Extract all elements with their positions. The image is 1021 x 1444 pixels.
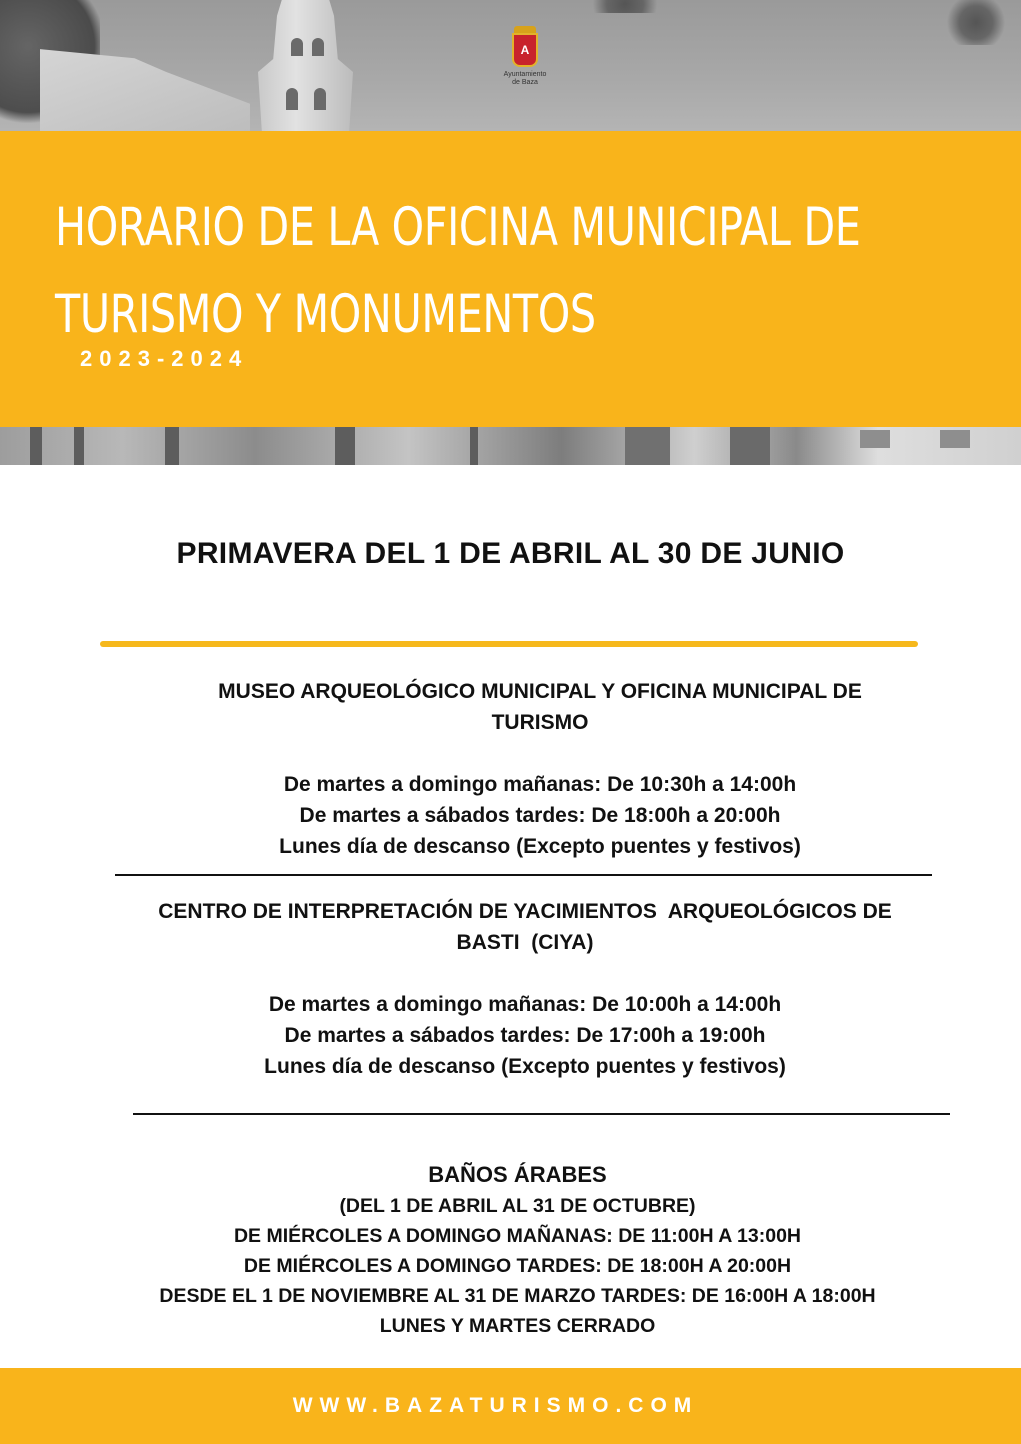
leaves-decoration (941, 0, 1011, 45)
schedule-line: DE MIÉRCOLES A DOMINGO TARDES: DE 18:00H A 20:00H (243, 1255, 792, 1277)
section-museo (160, 676, 920, 862)
section-title (160, 676, 920, 738)
schedule-line: De martes a domingo mañanas: De 10:30h a 14:00h (283, 773, 797, 796)
crown-icon (514, 26, 536, 33)
gold-divider (100, 641, 918, 647)
page-title (55, 184, 861, 358)
section-title-line2: TURISMO (491, 711, 589, 734)
section-title-line1: MUSEO ARQUEOLÓGICO MUNICIPAL Y OFICINA MUNICIPAL DE (218, 680, 862, 703)
section-title: BAÑOS ÁRABES (428, 1162, 607, 1187)
tower-window (291, 38, 303, 56)
coat-of-arms-icon: A (512, 33, 538, 67)
ayuntamiento-logo (490, 26, 560, 106)
schedule-line: De martes a sábados tardes: De 17:00h a 19:00h (284, 1024, 766, 1047)
schedule-line: Lunes día de descanso (Excepto puentes y festivos) (264, 1055, 786, 1078)
section-divider (133, 1113, 950, 1115)
schedule-line: DESDE EL 1 DE NOVIEMBRE AL 31 DE MARZO TARDES: DE 16:00H A 18:00H (159, 1285, 876, 1307)
schedule-lines (80, 989, 970, 1082)
photo-detail (860, 430, 890, 448)
section-title-line2: BASTI (CIYA) (456, 931, 594, 954)
website-link[interactable]: WWW.BAZATURISMO.COM (292, 1394, 699, 1417)
tower-window (286, 88, 298, 110)
years-label: 2023-2024 (80, 346, 249, 371)
logo-line2: de Baza (512, 79, 538, 86)
photo-detail (30, 427, 42, 465)
photo-detail (625, 427, 670, 465)
section-ciya (80, 896, 970, 1082)
section-title-line1: CENTRO DE INTERPRETACIÓN DE YACIMIENTOS ARQUEOLÓGICOS DE (158, 900, 892, 923)
logo-text (504, 71, 547, 87)
street-photo-strip (0, 427, 1021, 465)
section-divider (115, 874, 932, 876)
title-banner (0, 131, 1021, 427)
photo-detail (940, 430, 970, 448)
schedule-line: (DEL 1 DE ABRIL AL 31 DE OCTUBRE) (339, 1195, 696, 1217)
photo-detail (335, 427, 355, 465)
section-title (80, 896, 970, 958)
header-photo-church (0, 0, 1021, 131)
schedule-lines (160, 769, 920, 862)
leaves-decoration (580, 0, 670, 13)
photo-detail (74, 427, 84, 465)
church-facade (40, 40, 250, 131)
photo-detail (730, 427, 770, 465)
footer-bar (0, 1368, 1021, 1444)
page-title-line2: TURISMO Y MONUMENTOS (55, 284, 596, 345)
schedule-line: DE MIÉRCOLES A DOMINGO MAÑANAS: DE 11:00H A 13:00H (233, 1225, 802, 1247)
schedule-line: De martes a sábados tardes: De 18:00h a 20:00h (299, 804, 781, 827)
photo-detail (165, 427, 179, 465)
season-heading: PRIMAVERA DEL 1 DE ABRIL AL 30 DE JUNIO (176, 537, 845, 570)
tower-window (314, 88, 326, 110)
schedule-line: De martes a domingo mañanas: De 10:00h a 14:00h (268, 993, 782, 1016)
photo-detail (470, 427, 478, 465)
logo-line1: Ayuntamiento (503, 71, 547, 78)
tower-window (312, 38, 324, 56)
schedule-lines (80, 1191, 955, 1341)
section-banos-arabes (80, 1159, 955, 1341)
schedule-line: LUNES Y MARTES CERRADO (379, 1315, 656, 1337)
schedule-line: Lunes día de descanso (Excepto puentes y festivos) (279, 835, 801, 858)
page-title-line1: HORARIO DE LA OFICINA MUNICIPAL DE (55, 197, 861, 258)
bell-tower (258, 0, 353, 131)
